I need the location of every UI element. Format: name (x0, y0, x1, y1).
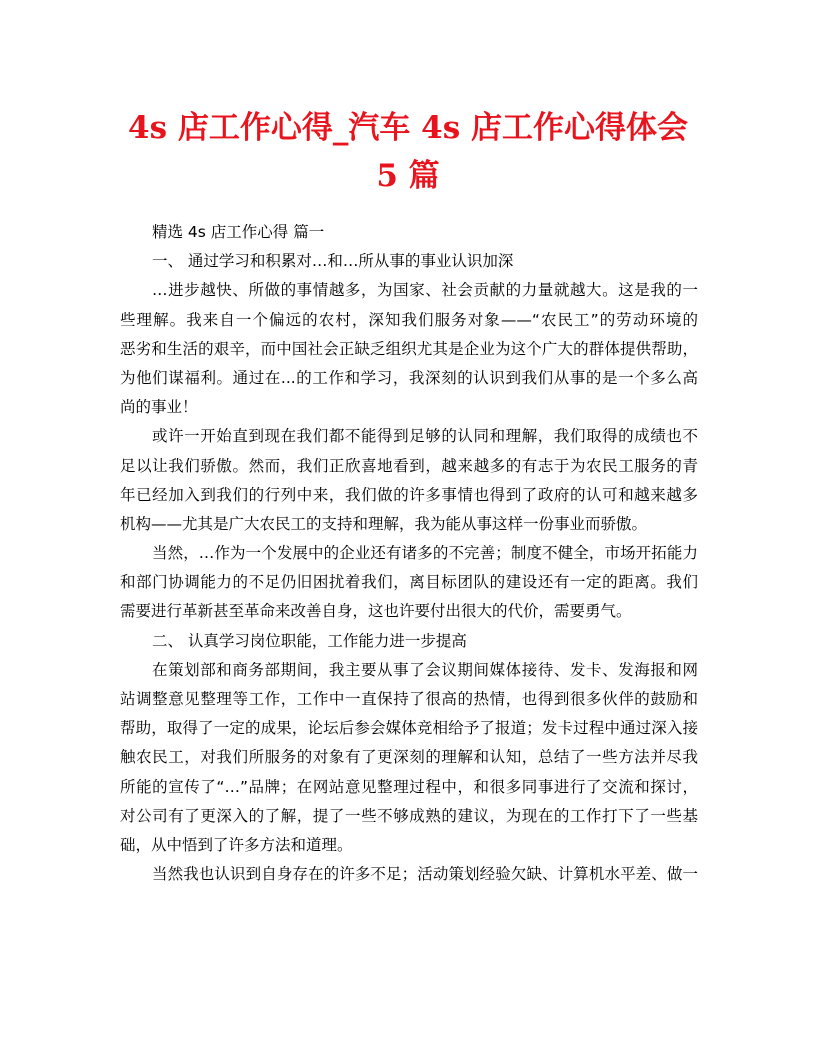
paragraph-1 (120, 276, 698, 422)
paragraph-5 (120, 860, 698, 889)
document-body (120, 218, 698, 889)
title-line-2: 5 篇 (376, 158, 440, 194)
paragraph-line: 足以让我们骄傲。然而，我们正欣喜地看到，越来越多的有志于为农民工服务的青 (120, 456, 698, 475)
paragraph-line: 年已经加入到我们的行列中来，我们做的许多事情也得到了政府的认可和越来越多 (120, 485, 698, 504)
paragraph-line: 当然我也认识到自身存在的许多不足；活动策划经验欠缺、计算机水平差、做一 (152, 865, 698, 884)
paragraph-line: 和部门协调能力的不足仍旧困扰着我们，离目标团队的建设还有一定的距离。我们 (120, 573, 698, 592)
document-title (100, 104, 716, 200)
section-heading: 精选 4s 店工作心得 篇一 (152, 223, 325, 241)
paragraph-line: 触农民工，对我们所服务的对象有了更深刻的理解和认知，总结了一些方法并尽我 (120, 748, 698, 767)
paragraph-3 (120, 539, 698, 627)
paragraph-line: 所能的宣传了“…”品牌；在网站意见整理过程中，和很多同事进行了交流和探讨， (120, 777, 698, 796)
paragraph-4 (120, 656, 698, 860)
title-line-1: 4s 店工作心得_汽车 4s 店工作心得体会 (128, 110, 688, 146)
paragraph-line: 础，从中悟到了许多方法和道理。 (120, 835, 353, 854)
paragraph-line: 恶劣和生活的艰辛，而中国社会正缺乏组织尤其是企业为这个广大的群体提供帮助， (120, 339, 698, 358)
paragraph-line: 对公司有了更深入的了解，提了一些不够成熟的建议，为现在的工作打下了一些基 (120, 806, 698, 825)
paragraph-line: 尚的事业！ (120, 398, 198, 417)
paragraph-2 (120, 422, 698, 539)
paragraph-line: 机构——尤其是广大农民工的支持和理解，我为能从事这样一份事业而骄傲。 (120, 514, 648, 533)
paragraph-line: 需要进行革新甚至革命来改善自身，这也许要付出很大的代价，需要勇气。 (120, 602, 632, 621)
paragraph-line: 站调整意见整理等工作，工作中一直保持了很高的热情，也得到很多伙伴的鼓励和 (120, 690, 698, 708)
paragraph-line: 些理解。我来自一个偏远的农村，深知我们服务对象——“农民工”的劳动环境的 (120, 310, 698, 329)
heading-2: 二、 认真学习岗位职能，工作能力进一步提高 (152, 631, 467, 650)
paragraph-line: 或许一开始直到现在我们都不能得到足够的认同和理解，我们取得的成绩也不 (152, 427, 698, 446)
paragraph-line: …进步越快、所做的事情越多，为国家、社会贡献的力量就越大。这是我的一 (152, 281, 698, 300)
paragraph-line: 为他们谋福利。通过在...的工作和学习，我深刻的认识到我们从事的是一个多么高 (120, 368, 698, 387)
paragraph-line: 当然，…作为一个发展中的企业还有诸多的不完善；制度不健全，市场开拓能力 (152, 544, 698, 563)
heading-1: 一、 通过学习和积累对…和…所从事的事业认识加深 (152, 252, 514, 271)
paragraph-line: 帮助，取得了一定的成果，论坛后参会媒体竞相给予了报道；发卡过程中通过深入接 (120, 719, 698, 738)
paragraph-line: 在策划部和商务部期间，我主要从事了会议期间媒体接待、发卡、发海报和网 (152, 660, 698, 679)
